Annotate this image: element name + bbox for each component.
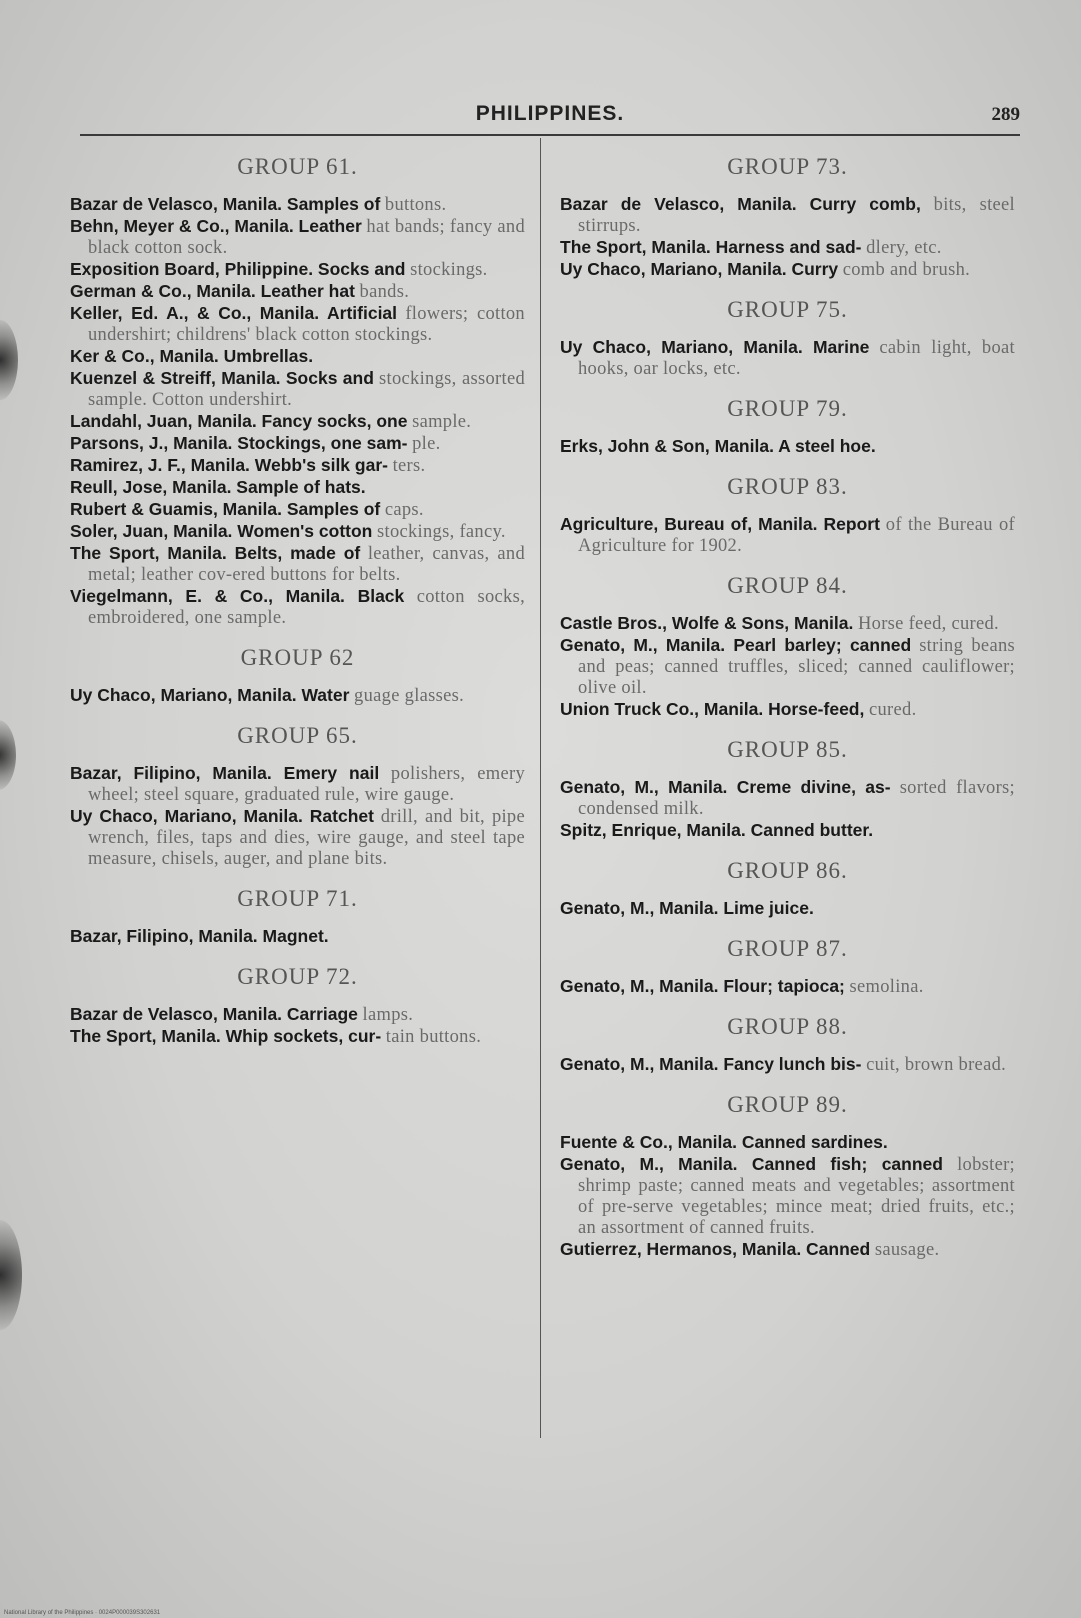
exhibit-description: ters. [392, 456, 426, 476]
exhibit-description: sausage. [874, 1240, 940, 1260]
group-heading: GROUP 87. [727, 936, 848, 961]
exhibitor-entry [70, 521, 525, 543]
exhibitor-name: Exposition Board, Philippine. Socks and [70, 259, 406, 279]
exhibit-description: drill, and bit, pipe wrench, files, taps and dies, wire gauge, and steel tape measure, chisels, auger, and plane bits. [88, 807, 525, 869]
exhibitor-entry [70, 685, 525, 707]
exhibit-description: cotton socks, embroidered, one sample. [88, 587, 525, 628]
exhibitor-name: The Sport, Manila. Whip sockets, cur- [70, 1026, 382, 1046]
exhibitor-entry [560, 635, 1015, 699]
exhibitor-name: The Sport, Manila. Belts, made of [70, 543, 361, 563]
exhibitor-name: Bazar, Filipino, Manila. Magnet. [70, 926, 329, 946]
group-heading: GROUP 83. [727, 474, 848, 499]
exhibit-description: cured. [868, 700, 917, 720]
exhibit-description: ple. [412, 434, 441, 454]
group-heading: GROUP 73. [727, 154, 848, 179]
ink-smudge-mid-left [0, 720, 16, 790]
exhibitor-entry [560, 820, 1015, 842]
group-heading: GROUP 65. [237, 723, 358, 748]
exhibitor-name: Behn, Meyer & Co., Manila. Leather [70, 216, 362, 236]
exhibit-group [560, 154, 1015, 281]
exhibitor-name: Gutierrez, Hermanos, Manila. Canned [560, 1239, 871, 1259]
exhibit-group [70, 154, 525, 629]
group-heading: GROUP 84. [727, 573, 848, 598]
group-heading: GROUP 88. [727, 1014, 848, 1039]
exhibit-group [560, 396, 1015, 458]
exhibitor-name: Bazar de Velasco, Manila. Samples of [70, 194, 381, 214]
exhibitor-name: Genato, M., Manila. Canned fish; canned [560, 1154, 943, 1174]
column-divider [540, 138, 541, 1438]
exhibit-description: comb and brush. [842, 260, 971, 280]
group-heading: GROUP 62 [240, 645, 355, 670]
exhibit-description: sorted flavors; condensed milk. [578, 778, 1015, 819]
exhibitor-entry [70, 411, 525, 433]
exhibitor-name: Genato, M., Manila. Lime juice. [560, 898, 814, 918]
exhibitor-name: Parsons, J., Manila. Stockings, one sam- [70, 433, 408, 453]
exhibit-description: stockings, assorted sample. Cotton undershirt. [88, 369, 525, 410]
group-heading: GROUP 86. [727, 858, 848, 883]
exhibit-group [70, 964, 525, 1048]
exhibit-group [70, 723, 525, 870]
group-heading: GROUP 89. [727, 1092, 848, 1117]
exhibit-description: bits, steel stirrups. [578, 195, 1015, 236]
exhibit-description: flowers; cotton undershirt; childrens' black cotton stockings. [88, 304, 525, 345]
exhibitor-name: Uy Chaco, Mariano, Manila. Ratchet [70, 806, 374, 826]
exhibitor-name: Union Truck Co., Manila. Horse-feed, [560, 699, 865, 719]
exhibit-description: Horse feed, cured. [857, 614, 999, 634]
exhibitor-name: Fuente & Co., Manila. Canned sardines. [560, 1132, 888, 1152]
exhibitor-entry [560, 237, 1015, 259]
exhibitor-entry [560, 699, 1015, 721]
group-heading: GROUP 71. [237, 886, 358, 911]
exhibitor-entry [70, 806, 525, 870]
footer-credit: National Library of the Philippines · 0024P000039S302631 [4, 1610, 161, 1616]
exhibit-description: cabin light, boat hooks, oar locks, etc. [578, 338, 1015, 379]
exhibitor-entry [560, 613, 1015, 635]
exhibit-group [560, 737, 1015, 842]
exhibitor-entry [560, 194, 1015, 237]
exhibit-description: semolina. [849, 977, 924, 997]
exhibitor-entry [560, 976, 1015, 998]
exhibitor-entry [560, 436, 1015, 458]
exhibitor-entry [70, 216, 525, 259]
exhibit-group [560, 474, 1015, 557]
exhibitor-entry [560, 898, 1015, 920]
exhibitor-name: Reull, Jose, Manila. Sample of hats. [70, 477, 366, 497]
exhibit-description: lamps. [362, 1005, 414, 1025]
exhibit-description: tain buttons. [385, 1027, 482, 1047]
exhibit-group [560, 1014, 1015, 1076]
ink-smudge-bottom-left [0, 1220, 22, 1330]
exhibit-group [560, 1092, 1015, 1261]
exhibitor-entry [70, 926, 525, 948]
exhibitor-name: The Sport, Manila. Harness and sad- [560, 237, 862, 257]
group-heading: GROUP 85. [727, 737, 848, 762]
exhibitor-entry [70, 1026, 525, 1048]
exhibitor-name: Ker & Co., Manila. Umbrellas. [70, 346, 314, 366]
exhibitor-entry [70, 763, 525, 806]
exhibitor-entry [560, 1132, 1015, 1154]
exhibitor-entry [560, 777, 1015, 820]
exhibit-group [560, 858, 1015, 920]
exhibitor-entry [70, 477, 525, 499]
exhibit-description: polishers, emery wheel; steel square, graduated rule, wire gauge. [88, 764, 526, 805]
group-heading: GROUP 75. [727, 297, 848, 322]
exhibitor-entry [70, 368, 525, 411]
exhibit-description: bands. [359, 282, 410, 302]
exhibitor-entry [560, 1054, 1015, 1076]
exhibitor-name: Agriculture, Bureau of, Manila. Report [560, 514, 880, 534]
exhibitor-entry [70, 194, 525, 216]
exhibit-group [560, 573, 1015, 721]
group-heading: GROUP 61. [237, 154, 358, 179]
group-heading: GROUP 79. [727, 396, 848, 421]
right-column [560, 148, 1015, 1277]
exhibitor-name: Soler, Juan, Manila. Women's cotton [70, 521, 373, 541]
ink-smudge-top-left [0, 320, 18, 400]
group-heading: GROUP 72. [237, 964, 358, 989]
exhibitor-name: German & Co., Manila. Leather hat [70, 281, 355, 301]
exhibitor-name: Erks, John & Son, Manila. A steel hoe. [560, 436, 876, 456]
exhibit-description: cuit, brown bread. [866, 1055, 1007, 1075]
exhibitor-entry [70, 346, 525, 368]
exhibit-group [560, 297, 1015, 380]
exhibitor-entry [70, 1004, 525, 1026]
exhibit-group [70, 886, 525, 948]
exhibit-description: leather, canvas, and metal; leather cov-ered buttons for belts. [88, 544, 525, 585]
exhibitor-name: Bazar, Filipino, Manila. Emery nail [70, 763, 380, 783]
left-column [70, 148, 525, 1064]
exhibitor-entry [560, 337, 1015, 380]
exhibitor-entry [70, 259, 525, 281]
exhibitor-entry [560, 514, 1015, 557]
exhibitor-name: Rubert & Guamis, Manila. Samples of [70, 499, 381, 519]
exhibitor-name: Uy Chaco, Mariano, Manila. Water [70, 685, 350, 705]
exhibit-description: sample. [412, 412, 472, 432]
exhibitor-name: Spitz, Enrique, Manila. Canned butter. [560, 820, 874, 840]
exhibitor-entry [560, 1239, 1015, 1261]
exhibitor-entry [70, 433, 525, 455]
exhibitor-entry [70, 543, 525, 586]
exhibitor-entry [70, 303, 525, 346]
exhibitor-entry [70, 281, 525, 303]
exhibit-description: string beans and peas; canned truffles, sliced; canned cauliflower; olive oil. [578, 636, 1016, 698]
exhibitor-name: Bazar de Velasco, Manila. Carriage [70, 1004, 358, 1024]
exhibitor-entry [560, 259, 1015, 281]
exhibit-description: dlery, etc. [866, 238, 942, 258]
page-header [80, 100, 1020, 136]
page-number: 289 [991, 104, 1020, 125]
exhibitor-name: Viegelmann, E. & Co., Manila. Black [70, 586, 405, 606]
exhibit-description: of the Bureau of Agriculture for 1902. [578, 515, 1015, 556]
exhibitor-entry [70, 455, 525, 477]
exhibit-group [70, 645, 525, 707]
exhibitor-entry [70, 586, 525, 629]
exhibitor-name: Bazar de Velasco, Manila. Curry comb, [560, 194, 921, 214]
exhibitor-name: Uy Chaco, Mariano, Manila. Curry [560, 259, 839, 279]
exhibitor-name: Genato, M., Manila. Pearl barley; canned [560, 635, 912, 655]
exhibitor-name: Ramirez, J. F., Manila. Webb's silk gar- [70, 455, 388, 475]
exhibit-description: guage glasses. [354, 686, 465, 706]
exhibitor-name: Uy Chaco, Mariano, Manila. Marine [560, 337, 870, 357]
exhibit-description: hat bands; fancy and black cotton sock. [88, 217, 526, 258]
exhibitor-name: Keller, Ed. A., & Co., Manila. Artificial [70, 303, 398, 323]
exhibitor-name: Genato, M., Manila. Flour; tapioca; [560, 976, 845, 996]
exhibit-group [560, 936, 1015, 998]
exhibitor-name: Landahl, Juan, Manila. Fancy socks, one [70, 411, 408, 431]
exhibit-description: stockings, fancy. [377, 522, 506, 542]
exhibit-description: buttons. [384, 195, 447, 215]
exhibitor-name: Castle Bros., Wolfe & Sons, Manila. [560, 613, 854, 633]
exhibit-description: lobster; shrimp paste; canned meats and vegetables; assortment of pre-serve vegetables; mince meat; dried fruits, etc.; an assortment of canned fruits. [578, 1155, 1015, 1238]
exhibitor-entry [560, 1154, 1015, 1239]
exhibitor-entry [70, 499, 525, 521]
exhibitor-name: Kuenzel & Streiff, Manila. Socks and [70, 368, 374, 388]
exhibit-description: caps. [384, 500, 424, 520]
running-title: PHILIPPINES. [475, 102, 625, 125]
exhibit-description: stockings. [410, 260, 488, 280]
exhibitor-name: Genato, M., Manila. Fancy lunch bis- [560, 1054, 862, 1074]
exhibitor-name: Genato, M., Manila. Creme divine, as- [560, 777, 891, 797]
